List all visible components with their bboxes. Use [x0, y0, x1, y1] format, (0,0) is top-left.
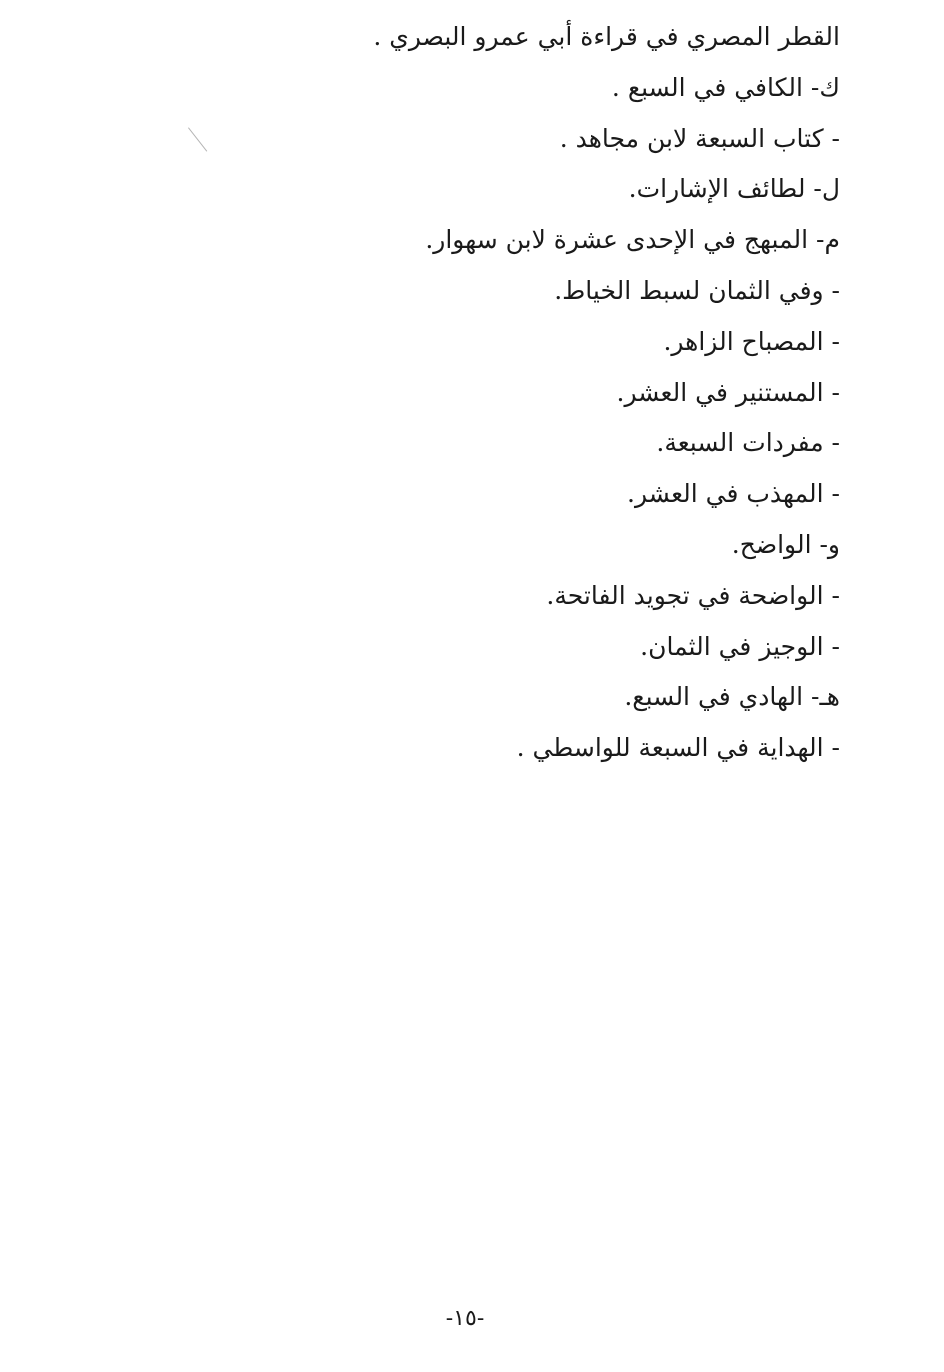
text-line: و- الواضح.: [731, 529, 840, 559]
text-line: ل- لطائف الإشارات.: [628, 174, 840, 204]
text-line: - الهداية في السبعة للواسطي .: [516, 733, 840, 763]
text-block: [320, 12, 840, 774]
text-line: - كتاب السبعة لابن مجاهد .: [559, 123, 840, 153]
page-number: -١٥-: [445, 1306, 485, 1331]
text-line: - المستنير في العشر.: [616, 377, 840, 407]
text-line: - مفردات السبعة.: [656, 428, 840, 458]
text-line: - المصباح الزاهر.: [663, 326, 840, 356]
text-line: - الوجيز في الثمان.: [640, 631, 840, 661]
scan-mark: [188, 127, 207, 151]
text-line: م- المبهج في الإحدى عشرة لابن سهوار.: [425, 225, 840, 255]
text-line: القطر المصري في قراءة أبي عمرو البصري .: [373, 22, 840, 51]
text-line: - المهذب في العشر.: [627, 479, 840, 509]
text-line: - الواضحة في تجويد الفاتحة.: [546, 580, 840, 610]
text-line: هـ- الهادي في السبع.: [624, 682, 840, 712]
text-line: ك- الكافي في السبع .: [611, 72, 840, 102]
text-line: - وفي الثمان لسبط الخياط.: [554, 275, 840, 305]
